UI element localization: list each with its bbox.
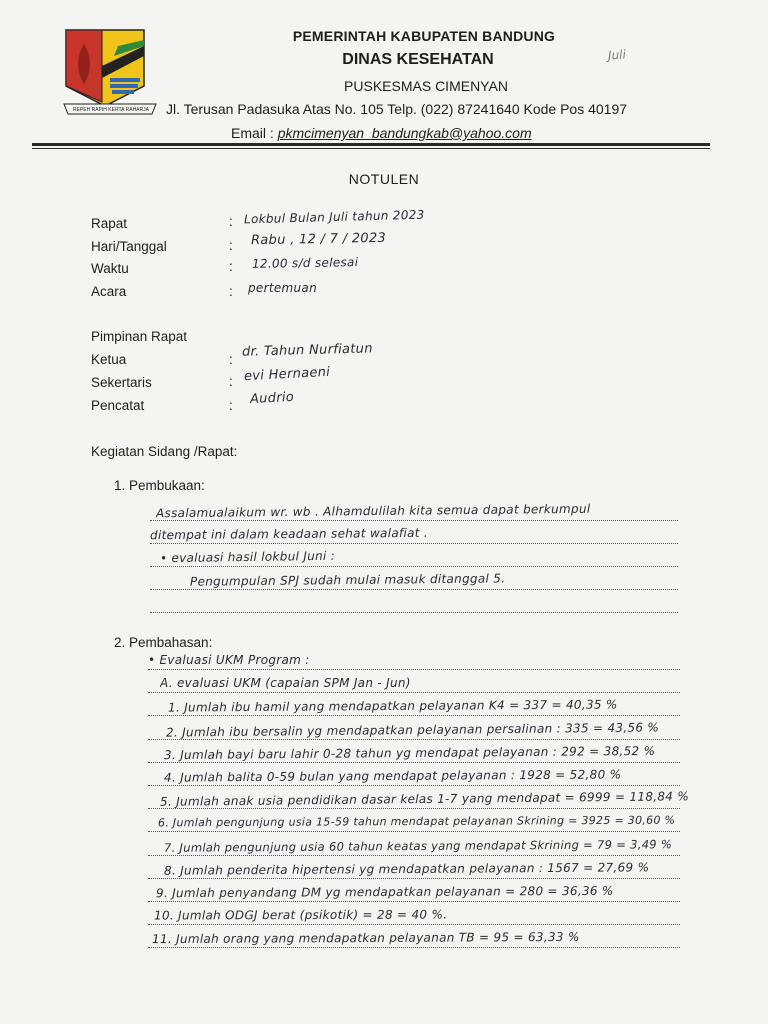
dotted-writing-line [148,808,680,809]
field-value-hari-tanggal: Rabu , 12 / 7 / 2023 [250,230,387,249]
officer-value-pencatat: Audrio [249,389,295,408]
header-address: Jl. Terusan Padasuka Atas No. 105 Telp. (022) 87241640 Kode Pos 40197 [166,101,628,117]
field-colon: : [229,284,233,299]
handwritten-line: • Evaluasi UKM Program : [148,653,310,667]
dotted-writing-line [150,589,678,590]
handwritten-line: Assalamualaikum wr. wb . Alhamdulilah kita semua dapat berkumpul [155,501,591,521]
handwritten-line: Pengumpulan SPJ sudah mulai masuk ditanggal 5. [189,571,506,589]
dotted-writing-line [148,785,680,786]
dotted-writing-line [150,543,678,544]
handwritten-line: A. evaluasi UKM (capaian SPM Jan - Jun) [160,676,411,691]
handwritten-line: 7. Jumlah pengunjung usia 60 tahun keatas yang mendapat Skrining = 79 = 3,49 % [163,836,673,855]
handwritten-line: ditempat ini dalam keadaan sehat walafiat . [149,525,429,543]
field-colon: : [229,352,233,367]
field-colon: : [229,238,233,253]
handwritten-line: 11. Jumlah orang yang mendapatkan pelayanan TB = 95 = 63,33 % [151,930,580,947]
field-colon: : [229,214,233,229]
dotted-writing-line [148,947,680,948]
field-label-acara: Acara [91,284,127,299]
officer-value-ketua: dr. Tahun Nurfiatun [241,341,373,360]
email-link[interactable]: pkmcimenyan_bandungkab@yahoo.com [277,125,532,141]
kegiatan-heading: Kegiatan Sidang /Rapat: [91,444,238,459]
corner-handwritten-note: Juli [607,47,627,63]
officer-value-sekertaris: evi Hernaeni [243,364,331,385]
dotted-writing-line [148,669,680,670]
field-colon: : [229,259,233,274]
dotted-writing-line [148,901,680,902]
header-puskesmas: PUSKESMAS CIMENYAN [344,78,508,94]
handwritten-line: 5. Jumlah anak usia pendidikan dasar kelas 1-7 yang mendapat = 6999 = 118,84 % [159,789,690,809]
header-department: DINAS KESEHATAN [342,51,494,68]
field-value-acara: pertemuan [248,281,317,295]
handwritten-line: • evaluasi hasil lokbul Juni : [159,548,336,566]
handwritten-line: 9. Jumlah penyandang DM yg mendapatkan pelayanan = 280 = 36,36 % [155,883,614,901]
field-colon: : [229,374,233,389]
document-title: NOTULEN [348,171,420,187]
field-label-hari-tanggal: Hari/Tanggal [91,239,167,254]
field-colon: : [229,398,233,413]
dotted-writing-line [148,878,680,879]
logo-motto: REPEH RAPIH KERTA RAHARJA [73,107,149,113]
handwritten-line: 8. Jumlah penderita hipertensi yg mendapatkan pelayanan : 1567 = 27,69 % [163,860,650,878]
handwritten-line: 10. Jumlah ODGJ berat (psikotik) = 28 = 40 %. [153,907,448,923]
section-pembahasan-title: 2. Pembahasan: [114,635,213,650]
pimpinan-heading: Pimpinan Rapat [91,329,188,344]
handwritten-line: 6. Jumlah pengunjung usia 15-59 tahun mendapat pelayanan Skrining = 3925 = 30,60 % [157,814,676,830]
handwritten-line: 4. Jumlah balita 0-59 bulan yang mendapat pelayanan : 1928 = 52,80 % [163,767,622,785]
field-label-waktu: Waktu [91,261,129,276]
dotted-writing-line [148,692,680,693]
dotted-writing-line [150,566,678,567]
dotted-writing-line [150,612,678,613]
officer-label-ketua: Ketua [91,352,127,367]
dotted-writing-line [148,762,680,763]
dotted-writing-line [150,520,678,521]
header-divider-thick [32,143,710,146]
email-label: Email : [231,125,278,141]
handwritten-line: 2. Jumlah ibu bersalin yg mendapatkan pelayanan persalinan : 335 = 43,56 % [165,720,660,740]
field-value-waktu: 12.00 s/d selesai [251,255,359,271]
handwritten-line: 3. Jumlah bayi baru lahir 0-28 tahun yg mendapat pelayanan : 292 = 38,52 % [163,743,656,762]
dotted-writing-line [148,715,680,716]
header-government: PEMERINTAH KABUPATEN BANDUNG [292,28,556,44]
dotted-writing-line [148,855,680,856]
header-divider-thin [32,148,710,149]
officer-label-sekertaris: Sekertaris [91,375,152,390]
header-email-line [231,125,532,141]
section-pembukaan-title: 1. Pembukaan: [114,478,205,493]
dotted-writing-line [148,924,680,925]
dotted-writing-line [148,831,680,832]
field-label-rapat: Rapat [91,216,128,231]
field-value-rapat: Lokbul Bulan Juli tahun 2023 [243,207,425,227]
handwritten-line: 1. Jumlah ibu hamil yang mendapatkan pelayanan K4 = 337 = 40,35 % [167,697,618,715]
officer-label-pencatat: Pencatat [91,398,145,413]
